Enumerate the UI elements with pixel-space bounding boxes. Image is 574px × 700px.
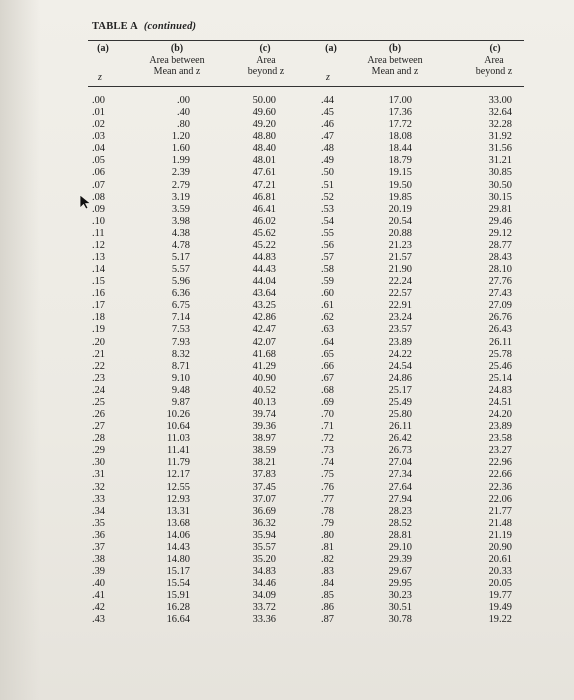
header-c-right-label-2: beyond z	[475, 66, 513, 77]
right-z-cell: .47	[321, 131, 334, 143]
left-z-cell: .35	[92, 517, 105, 529]
right-beyond-cell: 22.96	[488, 457, 512, 469]
left-z-cell: .15	[92, 276, 105, 288]
left-beyond-cell: 42.07	[252, 336, 276, 348]
right-beyond-cell: 25.78	[488, 348, 512, 360]
right-between-cell: 27.04	[388, 457, 412, 469]
right-between-cell: 18.44	[388, 143, 412, 155]
right-between-cell: 30.23	[388, 590, 412, 602]
left-between-cell: 13.31	[166, 505, 190, 517]
right-between-cell: 25.17	[388, 384, 412, 396]
left-between-cell: 5.96	[171, 276, 190, 288]
header-b-right-label-1: Area between	[367, 55, 423, 66]
right-z-cell: .83	[321, 566, 334, 578]
table-title	[92, 21, 196, 32]
left-beyond-cell: 47.21	[252, 179, 276, 191]
left-z-cell: .20	[92, 336, 105, 348]
right-beyond-cell: 25.14	[488, 372, 512, 384]
right-beyond-cell: 24.20	[488, 409, 512, 421]
column-left-between	[150, 95, 190, 626]
right-between-cell: 29.67	[388, 566, 412, 578]
left-z-cell: .16	[92, 288, 105, 300]
left-beyond-cell: 34.83	[252, 566, 276, 578]
left-beyond-cell: 48.40	[252, 143, 276, 155]
left-z-cell: .19	[92, 324, 105, 336]
left-between-cell: 6.75	[171, 300, 190, 312]
left-between-cell: 6.36	[171, 288, 190, 300]
left-z-cell: .17	[92, 300, 105, 312]
right-between-cell: 17.00	[388, 95, 412, 106]
right-beyond-cell: 21.48	[488, 517, 512, 529]
left-beyond-cell: 39.74	[252, 409, 276, 421]
left-beyond-cell: 49.20	[252, 119, 276, 131]
right-z-cell: .65	[321, 348, 334, 360]
right-between-cell: 27.64	[388, 481, 412, 493]
left-z-cell: .14	[92, 264, 105, 276]
right-beyond-cell: 29.12	[488, 227, 512, 239]
right-between-cell: 29.39	[388, 553, 412, 565]
left-between-cell: 16.28	[166, 602, 190, 614]
left-z-cell: .11	[92, 227, 105, 239]
right-between-cell: 28.52	[388, 517, 412, 529]
left-beyond-cell: 37.07	[252, 493, 276, 505]
right-z-cell: .86	[321, 602, 334, 614]
left-z-cell: .02	[92, 119, 105, 131]
right-beyond-cell: 30.15	[488, 191, 512, 203]
left-between-cell: 5.57	[171, 264, 190, 276]
left-between-cell: 14.80	[166, 553, 190, 565]
left-z-cell: .01	[92, 107, 105, 119]
right-beyond-cell: 23.89	[488, 421, 512, 433]
right-beyond-cell: 27.43	[488, 288, 512, 300]
right-beyond-cell: 26.11	[489, 336, 512, 348]
left-beyond-cell: 48.80	[252, 131, 276, 143]
right-between-cell: 27.34	[388, 469, 412, 481]
left-between-cell: 10.64	[166, 421, 190, 433]
left-between-cell: .00	[177, 95, 190, 106]
left-between-cell: .40	[177, 107, 190, 119]
right-z-cell: .74	[321, 457, 334, 469]
right-z-cell: .68	[321, 384, 334, 396]
right-z-cell: .60	[321, 288, 334, 300]
left-z-cell: .43	[92, 614, 105, 626]
right-between-cell: 21.90	[388, 264, 412, 276]
left-between-cell: 3.59	[171, 203, 190, 215]
right-beyond-cell: 27.09	[488, 300, 512, 312]
right-between-cell: 18.08	[388, 131, 412, 143]
right-z-cell: .87	[321, 614, 334, 626]
right-beyond-cell: 19.77	[488, 590, 512, 602]
left-z-cell: .12	[92, 239, 105, 251]
left-beyond-cell: 40.90	[252, 372, 276, 384]
right-z-cell: .70	[321, 409, 334, 421]
header-rule	[88, 86, 524, 87]
right-z-cell: .56	[321, 239, 334, 251]
right-between-cell: 25.80	[388, 409, 412, 421]
left-z-cell: .40	[92, 578, 105, 590]
left-z-cell: .23	[92, 372, 105, 384]
right-between-cell: 23.24	[388, 312, 412, 324]
right-between-cell: 29.95	[388, 578, 412, 590]
right-z-cell: .61	[321, 300, 334, 312]
right-between-cell: 23.89	[388, 336, 412, 348]
left-beyond-cell: 43.25	[252, 300, 276, 312]
left-between-cell: 15.17	[166, 566, 190, 578]
left-z-cell: .24	[92, 384, 105, 396]
header-b-right: (b)	[388, 43, 402, 54]
right-beyond-cell: 31.21	[488, 155, 512, 167]
left-between-cell: 15.54	[166, 578, 190, 590]
left-z-cell: .00	[92, 95, 105, 106]
left-z-cell: .27	[92, 421, 105, 433]
right-beyond-cell: 24.51	[488, 396, 512, 408]
left-beyond-cell: 40.52	[252, 384, 276, 396]
left-between-cell: 11.41	[167, 445, 190, 457]
left-beyond-cell: 41.29	[252, 360, 276, 372]
left-beyond-cell: 38.59	[252, 445, 276, 457]
right-beyond-cell: 21.77	[488, 505, 512, 517]
table-title-continued: (continued)	[143, 21, 197, 32]
right-between-cell: 20.88	[388, 227, 412, 239]
right-between-cell: 30.78	[388, 614, 412, 626]
left-z-cell: .10	[92, 215, 105, 227]
right-beyond-cell: 33.00	[488, 95, 512, 106]
left-between-cell: 2.79	[171, 179, 190, 191]
left-between-cell: 7.14	[171, 312, 190, 324]
left-between-cell: 12.55	[166, 481, 190, 493]
left-between-cell: 16.64	[166, 614, 190, 626]
left-z-cell: .21	[92, 348, 105, 360]
left-beyond-cell: 44.83	[252, 252, 276, 264]
arrow-pointer-icon	[79, 194, 93, 210]
left-beyond-cell: 35.20	[252, 553, 276, 565]
header-a-right: (a)	[325, 43, 337, 54]
left-between-cell: 12.17	[166, 469, 190, 481]
header-c-left-label-1: Area	[256, 55, 276, 66]
left-beyond-cell: 37.83	[252, 469, 276, 481]
right-z-cell: .58	[321, 264, 334, 276]
right-beyond-cell: 22.06	[488, 493, 512, 505]
right-z-cell: .78	[321, 505, 334, 517]
right-z-cell: .79	[321, 517, 334, 529]
right-between-cell: 25.49	[388, 396, 412, 408]
left-beyond-cell: 48.01	[252, 155, 276, 167]
right-z-cell: .82	[321, 553, 334, 565]
left-z-cell: .25	[92, 396, 105, 408]
right-between-cell: 19.50	[388, 179, 412, 191]
left-between-cell: 1.60	[171, 143, 190, 155]
right-beyond-cell: 31.92	[488, 131, 512, 143]
left-beyond-cell: 39.36	[252, 421, 276, 433]
left-beyond-cell: 38.97	[252, 433, 276, 445]
left-beyond-cell: 35.57	[252, 541, 276, 553]
left-beyond-cell: 50.00	[252, 95, 276, 106]
right-beyond-cell: 27.76	[488, 276, 512, 288]
right-between-cell: 28.81	[388, 529, 412, 541]
right-between-cell: 20.19	[388, 203, 412, 215]
left-z-cell: .38	[92, 553, 105, 565]
right-z-cell: .63	[321, 324, 334, 336]
left-beyond-cell: 49.60	[252, 107, 276, 119]
left-beyond-cell: 47.61	[252, 167, 276, 179]
right-between-cell: 20.54	[388, 215, 412, 227]
right-z-cell: .49	[321, 155, 334, 167]
left-between-cell: 3.19	[171, 191, 190, 203]
left-between-cell: 4.78	[171, 239, 190, 251]
left-z-cell: .31	[92, 469, 105, 481]
right-beyond-cell: 26.76	[488, 312, 512, 324]
header-c-left-label-2: beyond z	[247, 66, 285, 77]
right-between-cell: 22.57	[388, 288, 412, 300]
left-beyond-cell: 45.62	[252, 227, 276, 239]
left-z-cell: .08	[92, 191, 105, 203]
right-beyond-cell: 24.83	[488, 384, 512, 396]
right-beyond-cell: 25.46	[488, 360, 512, 372]
right-between-cell: 22.91	[388, 300, 412, 312]
left-beyond-cell: 44.04	[252, 276, 276, 288]
left-z-cell: .41	[92, 590, 105, 602]
header-z-right: z	[326, 72, 330, 83]
left-z-cell: .22	[92, 360, 105, 372]
right-beyond-cell: 19.49	[488, 602, 512, 614]
header-b-left-label-1: Area between	[149, 55, 205, 66]
left-z-cell: .33	[92, 493, 105, 505]
left-beyond-cell: 46.41	[252, 203, 276, 215]
header-c-left: (c)	[259, 43, 271, 54]
left-beyond-cell: 37.45	[252, 481, 276, 493]
right-beyond-cell: 31.56	[488, 143, 512, 155]
right-between-cell: 26.11	[389, 421, 412, 433]
right-z-cell: .44	[321, 95, 334, 106]
right-beyond-cell: 23.58	[488, 433, 512, 445]
right-between-cell: 23.57	[388, 324, 412, 336]
right-z-cell: .45	[321, 107, 334, 119]
left-between-cell: 9.10	[171, 372, 190, 384]
right-between-cell: 17.72	[388, 119, 412, 131]
right-between-cell: 30.51	[388, 602, 412, 614]
right-beyond-cell: 19.22	[488, 614, 512, 626]
top-rule	[88, 40, 524, 41]
left-z-cell: .26	[92, 409, 105, 421]
right-z-cell: .71	[321, 421, 334, 433]
left-between-cell: 9.48	[171, 384, 190, 396]
right-between-cell: 26.73	[388, 445, 412, 457]
left-beyond-cell: 33.72	[252, 602, 276, 614]
right-z-cell: .77	[321, 493, 334, 505]
left-z-cell: .34	[92, 505, 105, 517]
right-between-cell: 17.36	[388, 107, 412, 119]
left-between-cell: 13.68	[166, 517, 190, 529]
left-beyond-cell: 33.36	[252, 614, 276, 626]
right-between-cell: 28.23	[388, 505, 412, 517]
left-beyond-cell: 35.94	[252, 529, 276, 541]
left-between-cell: 4.38	[171, 227, 190, 239]
left-z-cell: .06	[92, 167, 105, 179]
right-between-cell: 24.54	[388, 360, 412, 372]
column-right-between	[376, 95, 412, 626]
left-between-cell: 1.99	[171, 155, 190, 167]
left-z-cell: .39	[92, 566, 105, 578]
right-z-cell: .73	[321, 445, 334, 457]
right-beyond-cell: 22.66	[488, 469, 512, 481]
header-a-left: (a)	[97, 43, 109, 54]
left-z-cell: .36	[92, 529, 105, 541]
left-between-cell: 8.71	[171, 360, 190, 372]
right-z-cell: .52	[321, 191, 334, 203]
left-beyond-cell: 40.13	[252, 396, 276, 408]
right-beyond-cell: 20.61	[488, 553, 512, 565]
left-beyond-cell: 36.69	[252, 505, 276, 517]
right-beyond-cell: 32.28	[488, 119, 512, 131]
right-between-cell: 21.57	[388, 252, 412, 264]
table-title-main: TABLE A	[92, 21, 138, 32]
right-z-cell: .72	[321, 433, 334, 445]
right-z-cell: .75	[321, 469, 334, 481]
right-beyond-cell: 30.50	[488, 179, 512, 191]
right-z-cell: .81	[321, 541, 334, 553]
right-beyond-cell: 26.43	[488, 324, 512, 336]
right-beyond-cell: 28.77	[488, 239, 512, 251]
right-beyond-cell: 20.33	[488, 566, 512, 578]
right-z-cell: .55	[321, 227, 334, 239]
left-between-cell: 5.17	[171, 252, 190, 264]
left-z-cell: .13	[92, 252, 105, 264]
left-between-cell: 3.98	[171, 215, 190, 227]
left-beyond-cell: 46.02	[252, 215, 276, 227]
right-z-cell: .67	[321, 372, 334, 384]
right-beyond-cell: 21.19	[488, 529, 512, 541]
left-beyond-cell: 42.86	[252, 312, 276, 324]
right-beyond-cell: 28.10	[488, 264, 512, 276]
column-left-z	[92, 95, 105, 626]
left-z-cell: .09	[92, 203, 105, 215]
right-z-cell: .57	[321, 252, 334, 264]
right-beyond-cell: 29.46	[488, 215, 512, 227]
header-b-left: (b)	[170, 43, 184, 54]
left-between-cell: .80	[177, 119, 190, 131]
left-between-cell: 11.79	[167, 457, 190, 469]
left-between-cell: 7.53	[171, 324, 190, 336]
column-right-z	[321, 95, 334, 626]
right-between-cell: 29.10	[388, 541, 412, 553]
left-beyond-cell: 44.43	[252, 264, 276, 276]
right-between-cell: 26.42	[388, 433, 412, 445]
left-z-cell: .42	[92, 602, 105, 614]
left-beyond-cell: 34.09	[252, 590, 276, 602]
right-beyond-cell: 32.64	[488, 107, 512, 119]
right-z-cell: .80	[321, 529, 334, 541]
right-beyond-cell: 29.81	[488, 203, 512, 215]
right-beyond-cell: 23.27	[488, 445, 512, 457]
left-z-cell: .30	[92, 457, 105, 469]
left-between-cell: 1.20	[171, 131, 190, 143]
right-z-cell: .46	[321, 119, 334, 131]
left-z-cell: .04	[92, 143, 105, 155]
right-between-cell: 24.86	[388, 372, 412, 384]
right-z-cell: .59	[321, 276, 334, 288]
left-z-cell: .18	[92, 312, 105, 324]
left-between-cell: 10.26	[166, 409, 190, 421]
right-beyond-cell: 20.05	[488, 578, 512, 590]
right-z-cell: .85	[321, 590, 334, 602]
right-z-cell: .54	[321, 215, 334, 227]
left-z-cell: .32	[92, 481, 105, 493]
header-b-left-label-2: Mean and z	[153, 66, 201, 77]
right-between-cell: 22.24	[388, 276, 412, 288]
right-between-cell: 24.22	[388, 348, 412, 360]
page-shadow	[0, 0, 40, 700]
header-b-right-label-2: Mean and z	[371, 66, 419, 77]
header-c-right: (c)	[489, 43, 501, 54]
right-beyond-cell: 28.43	[488, 252, 512, 264]
left-z-cell: .28	[92, 433, 105, 445]
left-beyond-cell: 34.46	[252, 578, 276, 590]
left-between-cell: 12.93	[166, 493, 190, 505]
left-z-cell: .29	[92, 445, 105, 457]
left-z-cell: .03	[92, 131, 105, 143]
left-z-cell: .37	[92, 541, 105, 553]
right-beyond-cell: 20.90	[488, 541, 512, 553]
right-between-cell: 18.79	[388, 155, 412, 167]
left-between-cell: 8.32	[171, 348, 190, 360]
right-z-cell: .64	[321, 336, 334, 348]
right-z-cell: .50	[321, 167, 334, 179]
right-z-cell: .84	[321, 578, 334, 590]
right-between-cell: 19.85	[388, 191, 412, 203]
right-between-cell: 21.23	[388, 239, 412, 251]
left-beyond-cell: 36.32	[252, 517, 276, 529]
column-left-beyond	[240, 95, 276, 626]
right-z-cell: .48	[321, 143, 334, 155]
left-between-cell: 15.91	[166, 590, 190, 602]
right-z-cell: .53	[321, 203, 334, 215]
left-between-cell: 9.87	[171, 396, 190, 408]
left-beyond-cell: 38.21	[252, 457, 276, 469]
right-z-cell: .62	[321, 312, 334, 324]
right-z-cell: .66	[321, 360, 334, 372]
column-right-beyond	[468, 95, 512, 626]
left-between-cell: 11.03	[167, 433, 190, 445]
right-beyond-cell: 22.36	[488, 481, 512, 493]
header-z-left: z	[98, 72, 102, 83]
right-z-cell: .51	[321, 179, 334, 191]
left-between-cell: 14.06	[166, 529, 190, 541]
left-beyond-cell: 41.68	[252, 348, 276, 360]
right-between-cell: 27.94	[388, 493, 412, 505]
left-beyond-cell: 42.47	[252, 324, 276, 336]
left-between-cell: 7.93	[171, 336, 190, 348]
left-z-cell: .07	[92, 179, 105, 191]
left-between-cell: 2.39	[171, 167, 190, 179]
left-z-cell: .05	[92, 155, 105, 167]
right-between-cell: 19.15	[388, 167, 412, 179]
right-beyond-cell: 30.85	[488, 167, 512, 179]
left-beyond-cell: 46.81	[252, 191, 276, 203]
left-between-cell: 14.43	[166, 541, 190, 553]
left-beyond-cell: 43.64	[252, 288, 276, 300]
right-z-cell: .69	[321, 396, 334, 408]
header-c-right-label-1: Area	[484, 55, 504, 66]
right-z-cell: .76	[321, 481, 334, 493]
left-beyond-cell: 45.22	[252, 239, 276, 251]
